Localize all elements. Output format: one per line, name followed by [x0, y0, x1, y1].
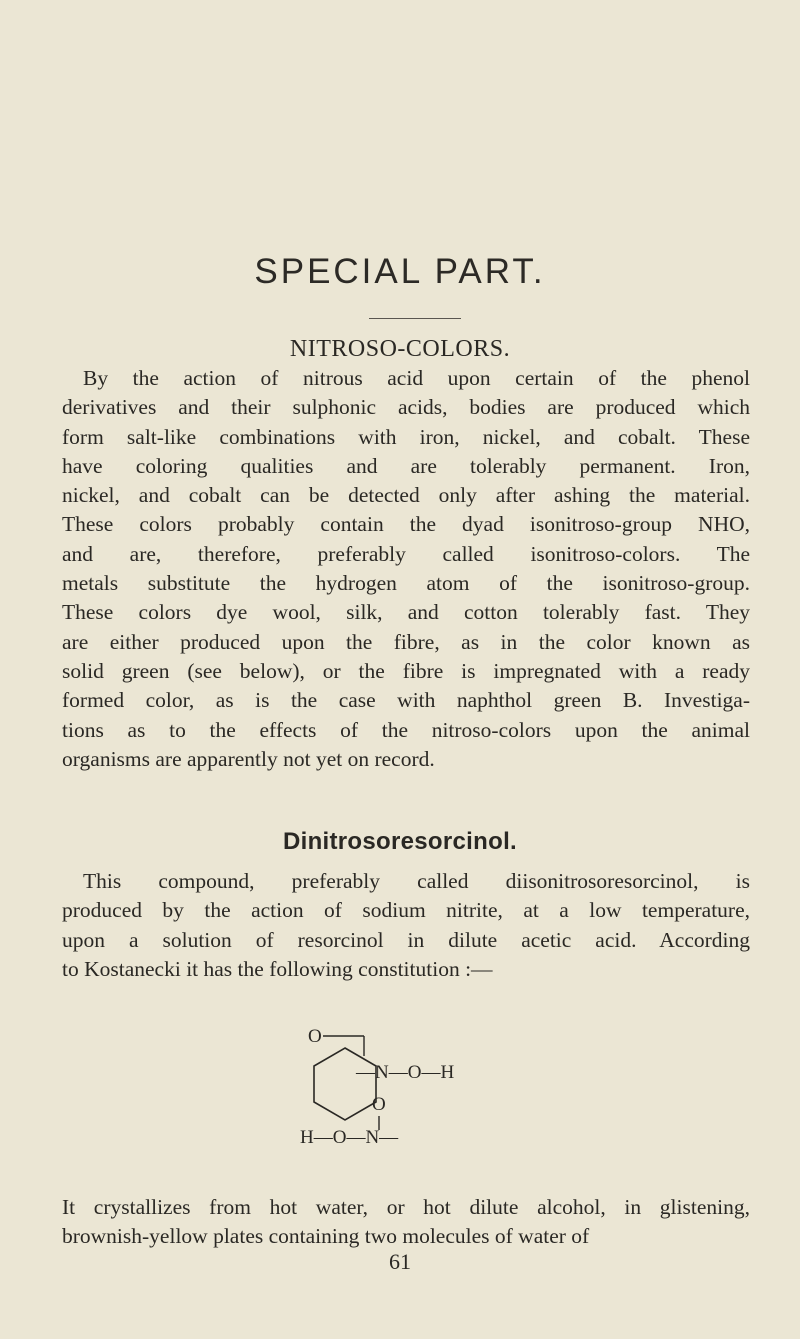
text-line: organisms are apparently not yet on record.	[62, 746, 435, 771]
text-line: and are, therefore, preferably called isonitroso-colors. The	[62, 541, 750, 566]
ring-oxygen-label: O	[372, 1094, 386, 1115]
text-line: These colors dye wool, silk, and cotton tolerably fast. They	[62, 600, 750, 625]
text-line: are either produced upon the fibre, as in the color known as	[62, 629, 750, 654]
bottom-group-label: H—O—N—	[300, 1127, 399, 1148]
benzene-ring	[314, 1048, 376, 1120]
section-title: NITROSO-COLORS.	[289, 336, 511, 362]
structural-formula-diagram	[300, 1016, 580, 1186]
title-divider	[369, 318, 461, 319]
text-line: nickel, and cobalt can be detected only after ashing the material.	[62, 483, 750, 508]
text-line: produced by the action of sodium nitrite, at a low temperature,	[62, 898, 750, 923]
right-group-label: —N—O—H	[356, 1062, 455, 1083]
page-number: 61	[389, 1249, 411, 1274]
top-oxygen-label: O	[308, 1026, 322, 1047]
text-line: metals substitute the hydrogen atom of the isonitroso-group.	[62, 571, 750, 596]
text-line: tions as to the effects of the nitroso-colors upon the animal	[62, 717, 750, 742]
compound-heading: Dinitrosoresorcinol.	[282, 828, 518, 855]
text-line: It crystallizes from hot water, or hot dilute alcohol, in glistening,	[62, 1195, 750, 1219]
text-line: to Kostanecki it has the following constitution :—	[62, 956, 493, 981]
part-title: SPECIAL PART.	[254, 252, 546, 291]
text-line: formed color, as is the case with naphthol green B. Investiga-	[62, 688, 750, 713]
text-line: solid green (see below), or the fibre is impregnated with a ready	[62, 658, 750, 683]
paragraph-compound-description	[62, 867, 750, 984]
text-line: have coloring qualities and are tolerably permanent. Iron,	[62, 453, 750, 478]
paragraph-nitroso-intro	[62, 364, 750, 774]
text-line: form salt-like combinations with iron, nickel, and cobalt. These	[62, 424, 750, 449]
paragraph-crystallization	[62, 1193, 750, 1252]
text-line: derivatives and their sulphonic acids, bodies are produced which	[62, 395, 750, 420]
text-line: upon a solution of resorcinol in dilute acetic acid. According	[62, 927, 750, 952]
text-line: This compound, preferably called diisonitrosoresorcinol, is	[83, 869, 750, 893]
text-line: These colors probably contain the dyad isonitroso-group NHO,	[62, 512, 750, 537]
text-line: By the action of nitrous acid upon certain of the phenol	[83, 366, 750, 390]
text-line: brownish-yellow plates containing two molecules of water of	[62, 1224, 590, 1249]
